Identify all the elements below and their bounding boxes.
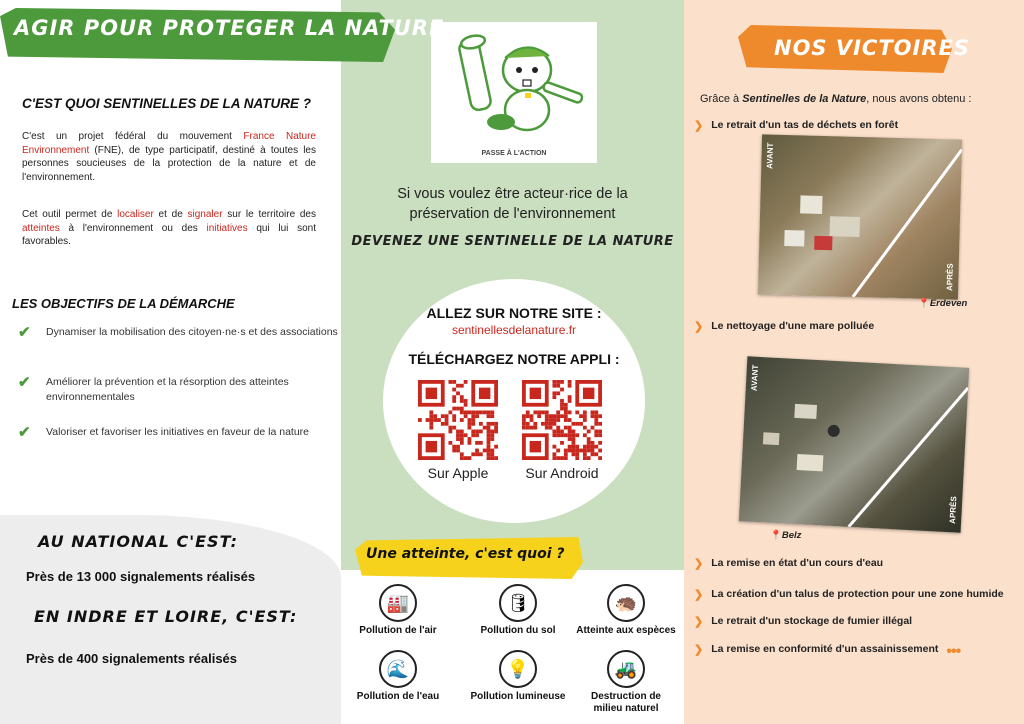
checkmark-icon: ✔ bbox=[18, 424, 31, 441]
street-lamp-icon: 💡 bbox=[499, 650, 537, 688]
chevron-right-icon: ❯ bbox=[694, 644, 704, 656]
location-pin-icon: 📍 bbox=[918, 298, 930, 309]
objective-item: ✔ Dynamiser la mobilisation des citoyen·ne·s et des associations bbox=[18, 324, 338, 341]
app-title: TÉLÉCHARGEZ NOTRE APPLI : bbox=[408, 351, 620, 367]
excavator-icon: 🚜 bbox=[607, 650, 645, 688]
checkmark-icon: ✔ bbox=[18, 374, 31, 391]
location-pin-icon: 📍 bbox=[770, 530, 782, 541]
checkmark-icon: ✔ bbox=[18, 324, 31, 341]
pollution-item-air: 🏭 Pollution de l'air bbox=[348, 584, 448, 637]
left-banner-title: AGIR POUR PROTEGER LA NATURE bbox=[14, 16, 445, 40]
factory-icon: 🏭 bbox=[379, 584, 417, 622]
chevron-right-icon: ❯ bbox=[694, 589, 704, 601]
victory-item: ❯ La remise en conformité d'un assainissement ••• bbox=[694, 643, 961, 660]
objective-item: ✔ Valoriser et favoriser les initiatives en faveur de la nature bbox=[18, 424, 310, 441]
oil-spill-icon: 🌊 bbox=[379, 650, 417, 688]
cta-text: Si vous voulez être acteur·rice de la préservation de l'environnement bbox=[397, 186, 628, 222]
local-stat: Près de 400 signalements réalisés bbox=[26, 651, 238, 666]
right-banner-title: NOS VICTOIRES bbox=[774, 36, 970, 60]
atteinte-title: Une atteinte, c'est quoi ? bbox=[366, 546, 565, 562]
national-label: AU NATIONAL C'EST: bbox=[38, 532, 239, 551]
location-label: 📍Belz bbox=[770, 530, 802, 541]
what-is-title: C'EST QUOI SENTINELLES DE LA NATURE ? bbox=[22, 96, 311, 111]
qr-android-label: Sur Android bbox=[525, 465, 599, 481]
location-label: 📍Erdeven bbox=[918, 298, 968, 309]
pollution-item-species: 🦔 Atteinte aux espèces bbox=[576, 584, 676, 637]
national-stat: Près de 13 000 signalements réalisés bbox=[26, 569, 256, 584]
victory-item: ❯ Le retrait d'un tas de déchets en forêt bbox=[694, 119, 899, 132]
victory-item: ❯ Le retrait d'un stockage de fumier illégal bbox=[694, 615, 913, 628]
objective-item: ✔ Améliorer la prévention et la résorption des atteintes environnementales bbox=[18, 374, 289, 403]
chevron-right-icon: ❯ bbox=[694, 558, 704, 570]
mascot-caption: PASSE À L'ACTION bbox=[481, 150, 547, 157]
after-label: APRÈS bbox=[945, 263, 955, 292]
victory-item: ❯ La création d'un talus de protection pour une zone humide bbox=[694, 588, 1004, 601]
victory-item: ❯ Le nettoyage d'une mare polluée bbox=[694, 320, 875, 333]
local-label: EN INDRE ET LOIRE, C'EST: bbox=[34, 607, 298, 626]
site-title: ALLEZ SUR NOTRE SITE : bbox=[426, 305, 602, 321]
barrel-icon: 🛢 bbox=[499, 584, 537, 622]
mascot-card bbox=[431, 22, 597, 163]
fne-link: France Nature Environnement bbox=[22, 131, 316, 156]
objectives-title: LES OBJECTIFS DE LA DÉMARCHE bbox=[12, 296, 235, 311]
qr-code-apple[interactable] bbox=[418, 380, 498, 460]
victory-item: ❯ La remise en état d'un cours d'eau bbox=[694, 557, 884, 570]
pollution-item-light: 💡 Pollution lumineuse bbox=[468, 650, 568, 703]
chevron-right-icon: ❯ bbox=[694, 616, 704, 628]
pollution-item-soil: 🛢 Pollution du sol bbox=[468, 584, 568, 637]
after-label: APRÈS bbox=[947, 496, 959, 525]
qr-code-android[interactable] bbox=[522, 380, 602, 460]
chevron-right-icon: ❯ bbox=[694, 321, 704, 333]
more-dots-icon: ••• bbox=[946, 643, 961, 660]
pollution-item-water: 🌊 Pollution de l'eau bbox=[348, 650, 448, 703]
photo-polluted-pond bbox=[739, 356, 969, 532]
before-label: AVANT bbox=[749, 364, 761, 392]
victories-intro: Grâce à Sentinelles de la Nature, nous avons obtenu : bbox=[700, 93, 972, 105]
before-label: AVANT bbox=[765, 142, 775, 170]
chevron-right-icon: ❯ bbox=[694, 120, 704, 132]
site-link[interactable]: sentinellesdelanature.fr bbox=[451, 323, 577, 337]
cta-become-title: DEVENEZ UNE SENTINELLE DE LA NATURE bbox=[351, 234, 674, 249]
beaver-mascot-icon bbox=[443, 30, 585, 140]
what-is-paragraph-2: Cet outil permet de localiser et de signaler sur le territoire des atteintes à l'environnement ou des initiatives qui lui sont favorables. bbox=[22, 209, 316, 247]
what-is-paragraph-1: C'est un projet fédéral du mouvement France Nature Environnement (FNE), de type participatif, destiné à toutes les personnes soucieuses de la protection de la nature et de l'environnement. bbox=[22, 131, 316, 183]
qr-apple-label: Sur Apple bbox=[427, 465, 489, 481]
hedgehog-icon: 🦔 bbox=[607, 584, 645, 622]
pollution-item-habitat: 🚜 Destruction de milieu naturel bbox=[576, 650, 676, 715]
photo-forest-waste bbox=[758, 134, 962, 299]
